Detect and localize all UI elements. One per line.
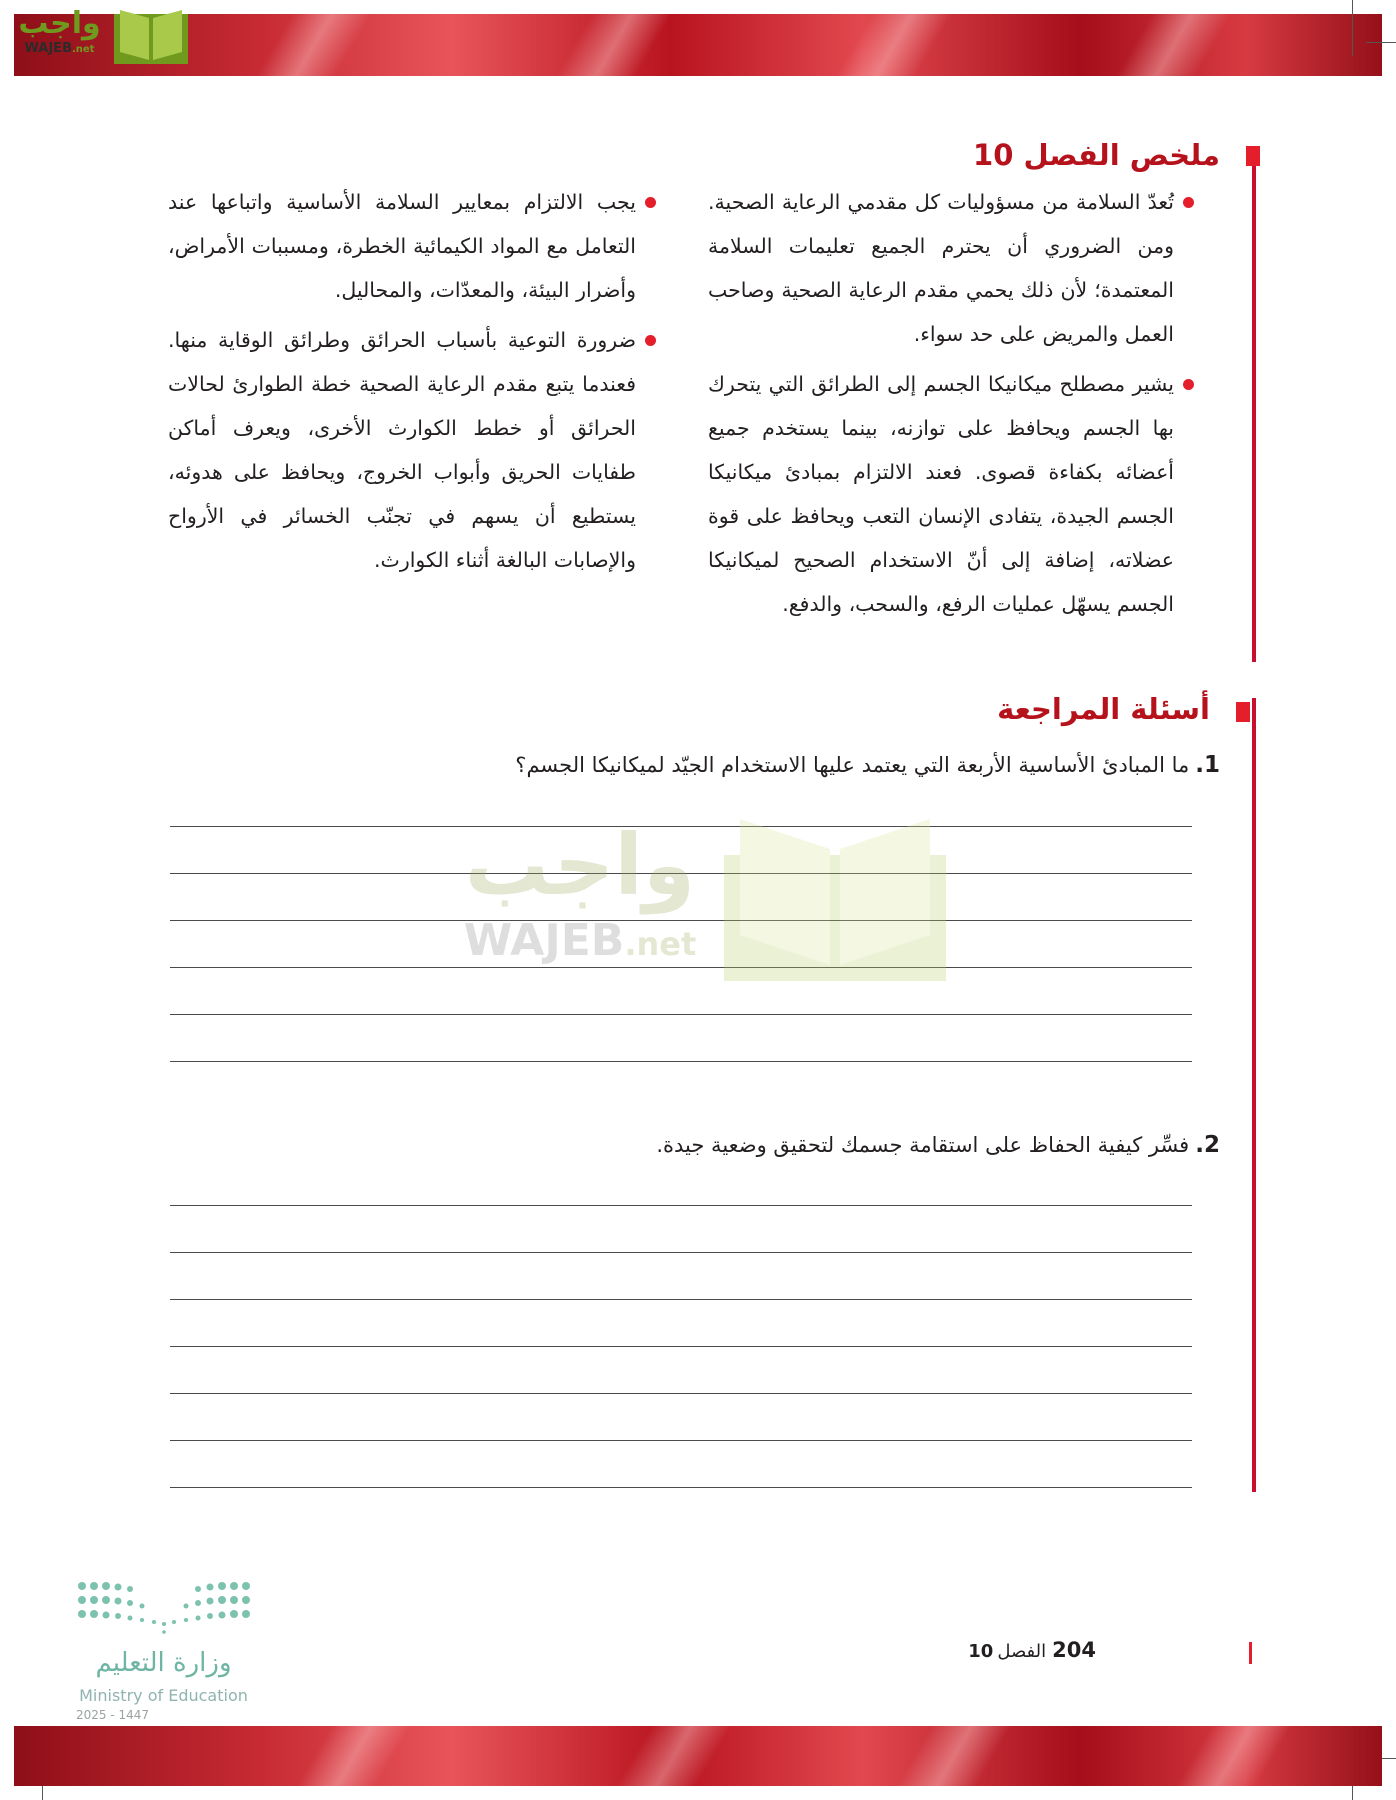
footer-banner — [14, 1726, 1382, 1786]
ministry-year: 2025 - 1447 — [76, 1708, 150, 1722]
summary-bullet: تُعدّ السلامة من مسؤوليات كل مقدمي الرعاية الصحية. ومن الضروري أن يحترم الجميع تعليمات السلامة المعتمدة؛ لأن ذلك يحمي مقدم الرعاية الصحية وصاحب العمل والمريض على حد سواء. — [708, 180, 1196, 356]
answer-line-q2[interactable] — [170, 1487, 1192, 1488]
chapter-number: 10 — [968, 1641, 994, 1662]
review-title: أسئلة المراجعة — [997, 692, 1210, 726]
chapter-label: الفصل — [997, 1641, 1047, 1662]
answer-line-q2[interactable] — [170, 1393, 1192, 1394]
crop-mark — [1366, 42, 1396, 43]
footer-marker — [1249, 1642, 1252, 1664]
summary-right-column — [708, 180, 1196, 632]
summary-title: ملخص الفصل 10 — [973, 138, 1220, 172]
ministry-arabic-name: وزارة التعليم — [95, 1648, 232, 1678]
answer-line-q2[interactable] — [170, 1299, 1192, 1300]
bullet-dot-icon — [1183, 379, 1194, 390]
answer-line-q2[interactable] — [170, 1252, 1192, 1253]
title-marker — [1246, 146, 1260, 166]
question-1: 1.ما المبادئ الأساسية الأربعة التي يعتمد عليها الاستخدام الجيّد لميكانيكا الجسم؟ — [515, 752, 1220, 778]
summary-bullet: يجب الالتزام بمعايير السلامة الأساسية واتباعها عند التعامل مع المواد الكيمائية الخطرة، ومسببات الأمراض، وأضرار البيئة، والمعدّات، والمحاليل. — [168, 180, 658, 312]
review-side-rule — [1252, 698, 1256, 1492]
bullet-dot-icon — [1183, 197, 1194, 208]
answer-line-q2[interactable] — [170, 1440, 1192, 1441]
ministry-dots-icon — [76, 1578, 256, 1648]
answer-line-q2[interactable] — [170, 1346, 1192, 1347]
summary-left-column — [168, 180, 658, 588]
answer-line-q1[interactable] — [170, 1014, 1192, 1015]
crop-mark — [1352, 0, 1353, 56]
summary-bullet: يشير مصطلح ميكانيكا الجسم إلى الطرائق التي يتحرك بها الجسم ويحافظ على توازنه، بينما يستخدم جميع أعضائه بكفاءة قصوى. فعند الالتزام بمبادئ ميكانيكا الجسم الجيدة، يتفادى الإنسان التعب ويحافظ على قوة عضلاته، إضافة إلى أنّ الاستخدام الصحيح لميكانيكا الجسم يسهّل عمليات الرفع، والسحب، والدفع. — [708, 362, 1196, 626]
summary-bullet: ضرورة التوعية بأسباب الحرائق وطرائق الوقاية منها. فعندما يتبع مقدم الرعاية الصحية خطة الطوارئ لحالات الحرائق أو خطط الكوارث الأخرى، ويعرف أماكن طفايات الحريق وأبواب الخروج، ويحافظ على هدوئه، يستطيع أن يسهم في تجنّب الخسائر في الأرواح والإصابات البالغة أثناء الكوارث. — [168, 318, 658, 582]
logo-arabic-text: واجب — [18, 6, 101, 41]
book-icon — [112, 6, 190, 68]
title-marker — [1236, 702, 1250, 722]
question-2: 2.فسِّر كيفية الحفاظ على استقامة جسمك لتحقيق وضعية جيدة. — [656, 1132, 1220, 1158]
answer-line-q2[interactable] — [170, 1205, 1192, 1206]
answer-line-q1[interactable] — [170, 1061, 1192, 1062]
page-number: 204 — [1052, 1638, 1096, 1662]
page-footer — [968, 1638, 1096, 1662]
ministry-logo — [76, 1578, 256, 1728]
logo-latin-text: WAJEB.net — [24, 41, 95, 56]
bullet-dot-icon — [645, 335, 656, 346]
wajeb-watermark: واجب WAJEB.net — [455, 815, 955, 995]
watermark-book-icon — [720, 815, 950, 985]
bullet-dot-icon — [645, 197, 656, 208]
header-banner — [14, 14, 1382, 76]
wajeb-logo[interactable] — [12, 6, 190, 68]
ministry-english-name: Ministry of Education — [79, 1686, 248, 1705]
summary-side-rule — [1252, 150, 1256, 662]
